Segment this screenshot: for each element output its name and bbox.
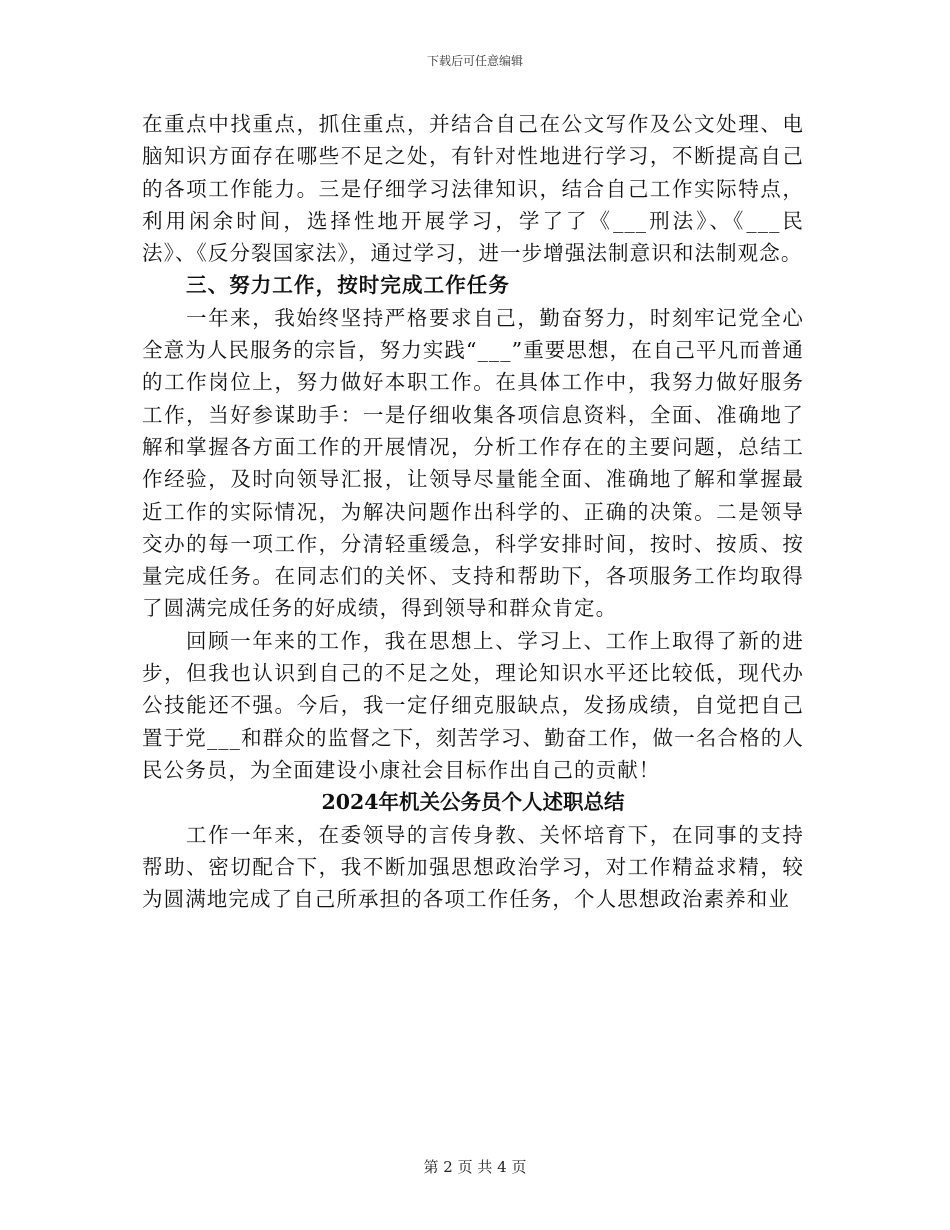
page-footer: 第 2 页 共 4 页	[423, 1158, 527, 1176]
page-header: 下载后可任意编辑	[426, 54, 523, 68]
document-body	[142, 108, 804, 915]
paragraph-intro: 工作一年来，在委领导的言传身教、关怀培育下，在同事的支持帮助、密切配合下，我不断加强思想政治学习，对工作精益求精，较为圆满地完成了自己所承担的各项工作任务，个人思想政治素养和业	[142, 822, 804, 912]
document-title: 2024年机关公务员个人述职总结	[321, 790, 625, 815]
paragraph-work: 一年来，我始终坚持严格要求自己，勤奋努力，时刻牢记党全心全意为人民服务的宗旨，努力实践“___”重要思想，在自己平凡而普通的工作岗位上，努力做好本职工作。在具体工作中，我努力做好服务工作，当好参谋助手：一是仔细收集各项信息资料，全面、准确地了解和掌握各方面工作的开展情况，分析工作存在的主要问题，总结工作经验，及时向领导汇报，让领导尽量能全面、准确地了解和掌握最近工作的实际情况，为解决问题作出科学的、正确的决策。二是领导交办的每一项工作，分清轻重缓急，科学安排时间，按时、按质、按量完成任务。在同志们的关怀、支持和帮助下，各项服务工作均取得了圆满完成任务的好成绩，得到领导和群众肯定。	[142, 305, 805, 621]
section-heading: 三、努力工作，按时完成工作任务	[186, 273, 510, 298]
paragraph-continued: 在重点中找重点，抓住重点，并结合自己在公文写作及公文处理、电脑知识方面存在哪些不足之处，有针对性地进行学习，不断提高自己的各项工作能力。三是仔细学习法律知识，结合自己工作实际特点，利用闲余时间，选择性地开展学习，学了了《___刑法》、《___民法》、《反分裂国家法》，通过学习，进一步增强法制意识和法制观念。	[142, 112, 804, 266]
paragraph-review: 回顾一年来的工作，我在思想上、学习上、工作上取得了新的进步，但我也认识到自己的不足之处，理论知识水平还比较低，现代办公技能还不强。今后，我一定仔细克服缺点，发扬成绩，自觉把自己置于党___和群众的监督之下，刻苦学习、勤奋工作，做一名合格的人民公务员，为全面建设小康社会目标作出自己的贡献！	[142, 628, 804, 782]
